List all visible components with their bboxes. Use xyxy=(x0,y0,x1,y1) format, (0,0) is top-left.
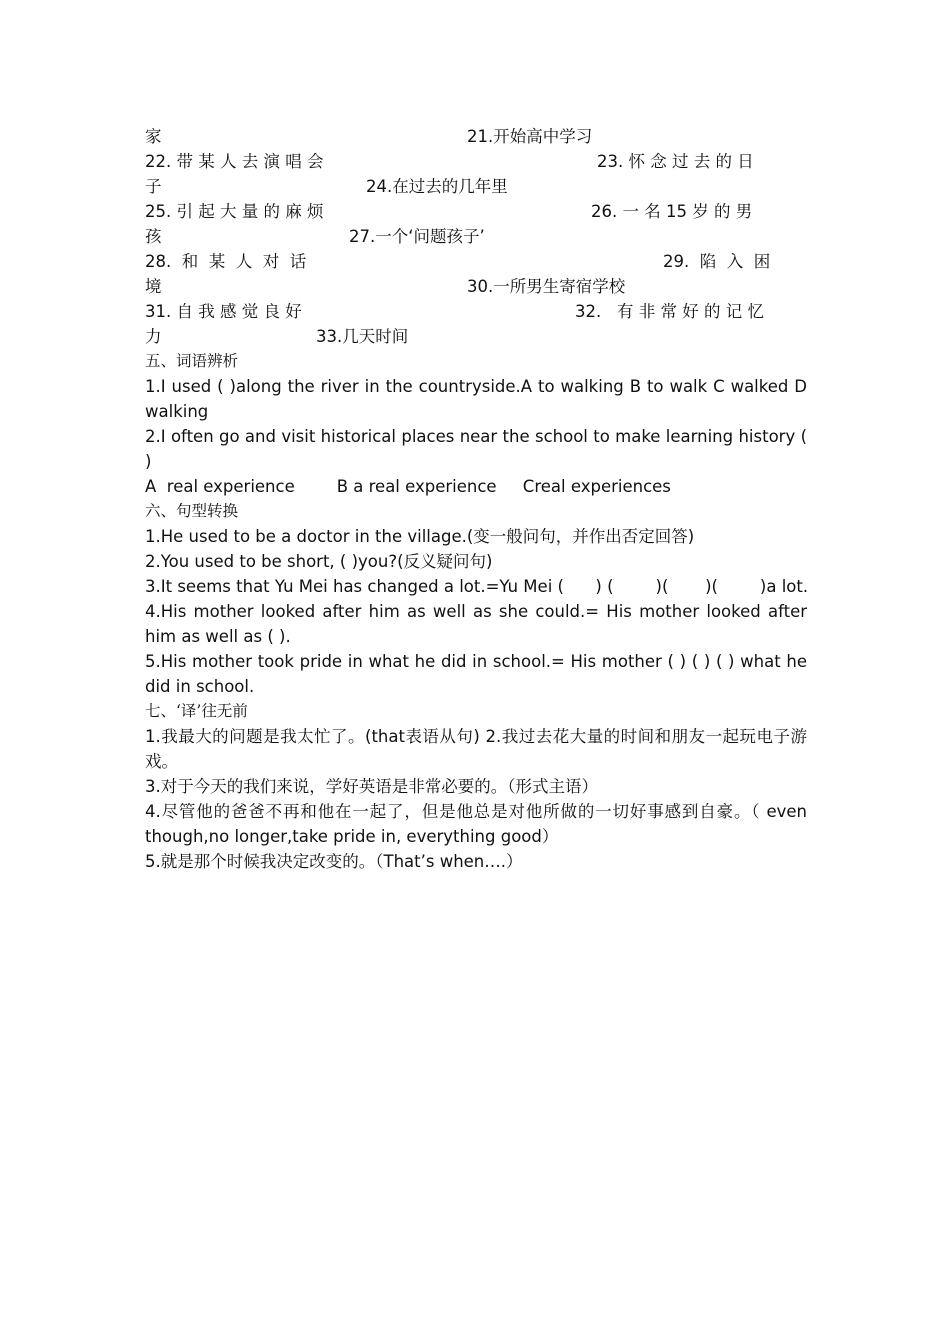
phrase-item: 29. 陷 入 困 xyxy=(663,252,771,271)
phrase-item: 31. 自 我 感 觉 良 好 xyxy=(145,302,302,321)
question-item: 3.It seems that Yu Mei has changed a lot.=Yu Mei ( ) ( )( )( )a lot. xyxy=(145,577,809,596)
phrase-item: 力 xyxy=(145,327,162,346)
phrase-line-4 xyxy=(145,199,807,224)
phrase-item: 子 xyxy=(145,177,162,196)
phrase-line-7 xyxy=(145,274,807,299)
section-heading: 七、‘译’往无前 xyxy=(145,702,248,720)
phrase-item: 25. 引 起 大 量 的 麻 烦 xyxy=(145,202,324,221)
question-item: 1.我最大的问题是我太忙了。(that表语从句) 2.我过去花大量的时间和朋友一起玩电子游戏。 xyxy=(145,727,807,771)
phrase-item: 27.一个‘问题孩子’ xyxy=(349,227,485,246)
phrase-line-2 xyxy=(145,149,807,174)
question-item: 4.尽管他的爸爸不再和他在一起了，但是他总是对他所做的一切好事感到自豪。（ even though,no longer,take pride in, everything good） xyxy=(145,802,807,846)
phrase-item: 23. 怀 念 过 去 的 日 xyxy=(597,152,754,171)
answer-options: A real experience B a real experience Creal experiences xyxy=(145,477,671,496)
phrase-line-5 xyxy=(145,224,807,249)
phrase-line-6 xyxy=(145,249,807,274)
phrase-item: 28. 和 某 人 对 话 xyxy=(145,252,307,271)
question-item: 4.His mother looked after him as well as she could.= His mother looked after him as well as ( ). xyxy=(145,602,807,646)
phrase-item: 家 xyxy=(145,127,162,146)
question-item: 2.I often go and visit historical places near the school to make learning history ( ) xyxy=(145,427,807,471)
phrase-line-3 xyxy=(145,174,807,199)
phrase-item: 22. 带 某 人 去 演 唱 会 xyxy=(145,152,324,171)
question-item: 1.I used ( )along the river in the countryside.A to walking B to walk C walked D walking xyxy=(145,377,807,421)
phrase-line-1 xyxy=(145,124,807,149)
phrase-item: 21.开始高中学习 xyxy=(467,127,593,146)
question-item: 5.就是那个时候我决定改变的。（That’s when….） xyxy=(145,852,523,871)
phrase-item: 境 xyxy=(145,277,162,296)
phrase-item: 24.在过去的几年里 xyxy=(366,177,508,196)
question-item: 5.His mother took pride in what he did in school.= His mother ( ) ( ) ( ) what he did in school. xyxy=(145,652,807,696)
phrase-item: 33.几天时间 xyxy=(316,327,409,346)
question-item: 3.对于今天的我们来说，学好英语是非常必要的。（形式主语） xyxy=(145,777,598,796)
phrase-item: 32. 有 非 常 好 的 记 忆 xyxy=(575,302,764,321)
phrase-line-9 xyxy=(145,324,807,349)
document-page xyxy=(145,124,807,874)
phrase-line-8 xyxy=(145,299,807,324)
question-item: 2.You used to be short, ( )you?(反义疑问句) xyxy=(145,552,493,571)
phrase-item: 26. 一 名 15 岁 的 男 xyxy=(591,202,753,221)
question-item: 1.He used to be a doctor in the village.(变一般问句，并作出否定回答) xyxy=(145,527,695,546)
phrase-item: 30.一所男生寄宿学校 xyxy=(467,277,626,296)
section-heading: 六、句型转换 xyxy=(145,502,239,520)
phrase-item: 孩 xyxy=(145,227,162,246)
section-heading: 五、词语辨析 xyxy=(145,352,239,370)
